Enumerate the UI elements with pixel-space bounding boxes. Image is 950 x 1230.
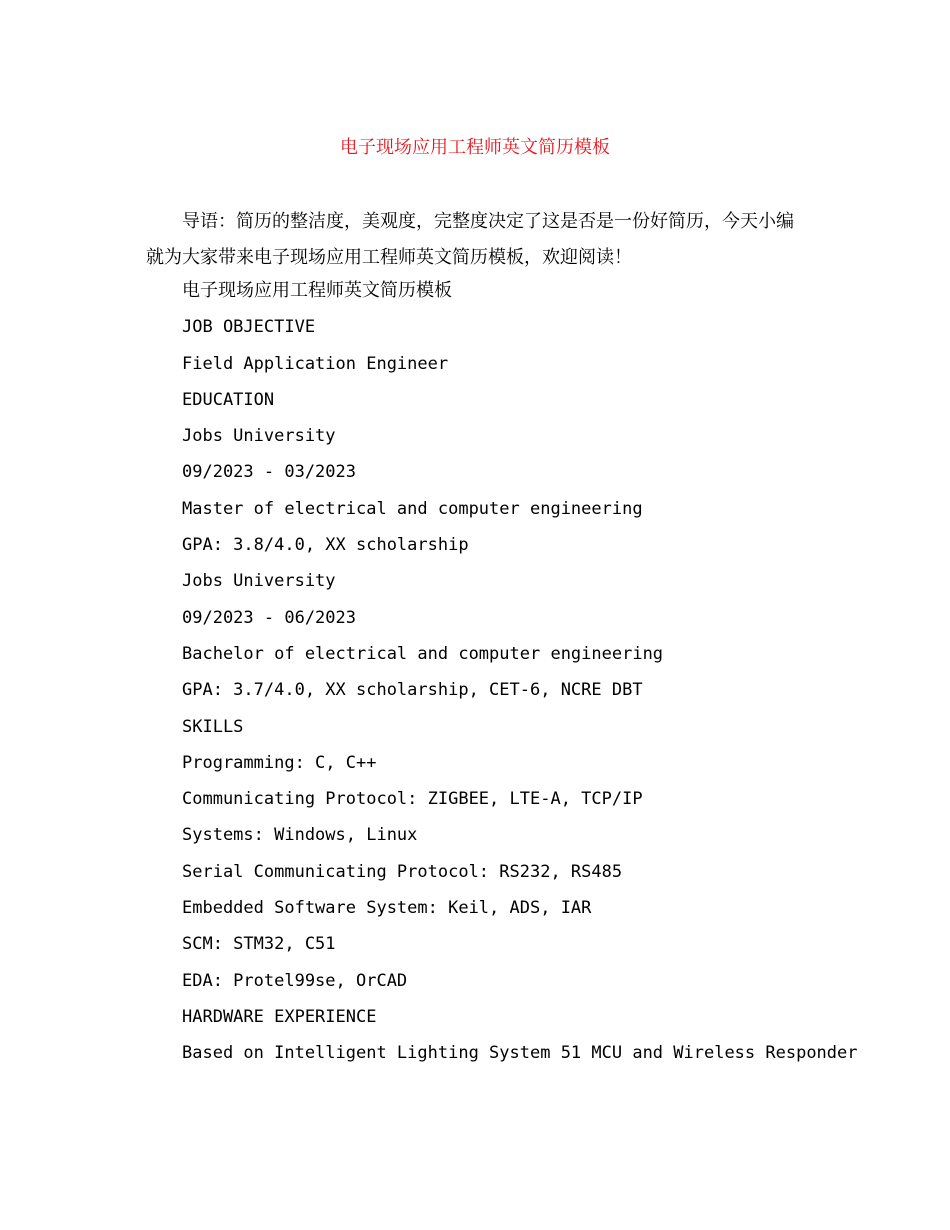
text-line: Communicating Protocol: ZIGBEE, LTE-A, TCP/IP [182, 789, 643, 810]
text-line: SCM: STM32, C51 [182, 934, 336, 955]
text-line: EDA: Protel99se, OrCAD [182, 970, 408, 991]
intro-paragraph: 导语：简历的整洁度，美观度，完整度决定了这是否是一份好简历，今天小编就为大家带来电子现场应用工程师英文简历模板，欢迎阅读！ [146, 211, 794, 268]
text-line: Serial Communicating Protocol: RS232, RS485 [182, 861, 623, 882]
section-heading-hardware-experience: HARDWARE EXPERIENCE [182, 1006, 377, 1027]
text-line: Jobs University [182, 426, 336, 447]
text-line: 09/2023 - 06/2023 [182, 607, 356, 628]
section-heading-job-objective: JOB OBJECTIVE [182, 317, 316, 338]
text-line: Systems: Windows, Linux [182, 825, 418, 846]
text-line: GPA: 3.7/4.0, XX scholarship, CET-6, NCRE DBT [182, 680, 643, 701]
text-line: Jobs University [182, 571, 336, 592]
document-title: 电子现场应用工程师英文简历模板 [340, 137, 610, 158]
text-line: Based on Intelligent Lighting System 51 MCU and Wireless Responder [182, 1043, 858, 1064]
text-line: Bachelor of electrical and computer engineering [182, 643, 664, 664]
text-line: GPA: 3.8/4.0, XX scholarship [182, 535, 469, 556]
text-line: 09/2023 - 03/2023 [182, 462, 356, 483]
text-line: Embedded Software System: Keil, ADS, IAR [182, 898, 592, 919]
resume-body [182, 273, 882, 1072]
text-line: Master of electrical and computer engineering [182, 498, 643, 519]
resume-heading: 电子现场应用工程师英文简历模板 [182, 280, 452, 301]
section-heading-skills: SKILLS [182, 716, 244, 737]
section-heading-education: EDUCATION [182, 389, 275, 410]
text-line: Programming: C, C++ [182, 752, 377, 773]
text-line: Field Application Engineer [182, 353, 449, 374]
